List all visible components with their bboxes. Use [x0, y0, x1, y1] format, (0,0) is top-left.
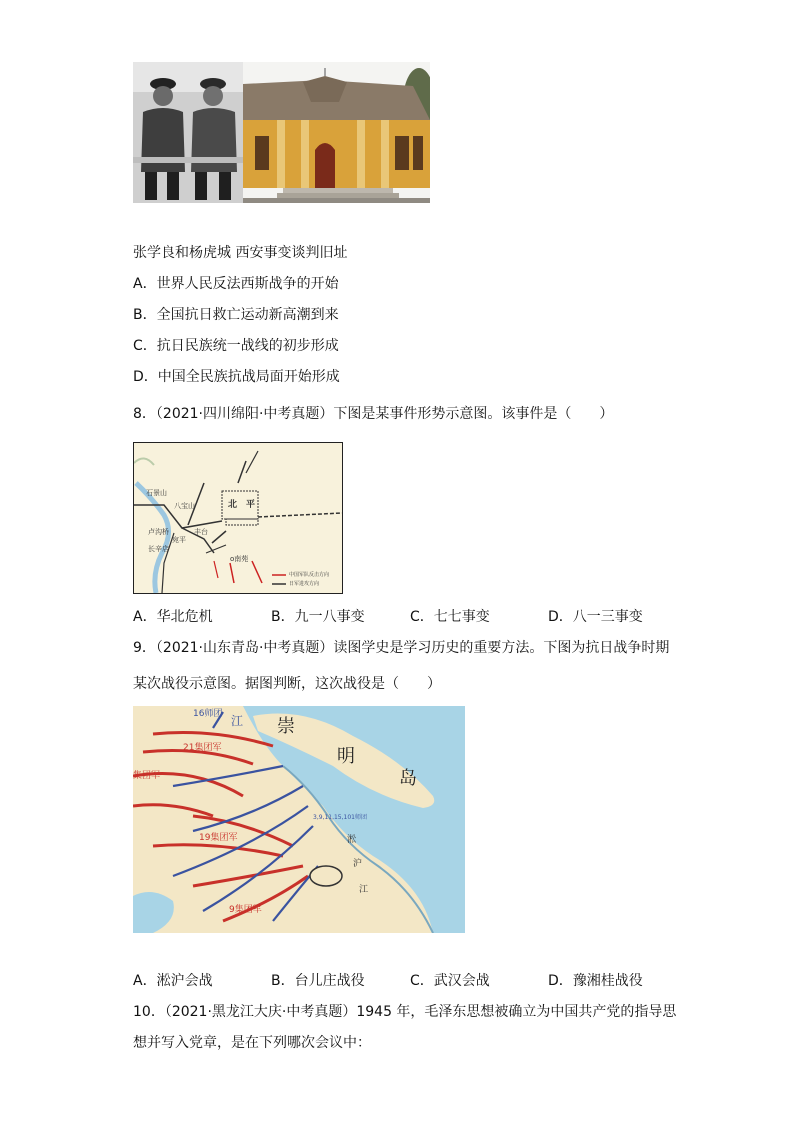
q7-option-c: C．抗日民族统一战线的初步形成	[133, 338, 339, 354]
q9-map	[133, 706, 465, 933]
map-label-nanyuan: o南苑	[230, 555, 249, 563]
map-label-divisions: 3,9,11,15,101师团	[313, 814, 367, 821]
q9-option-b: B．台儿庄战役	[271, 973, 365, 989]
map-label-song: 淞	[347, 835, 357, 845]
q8-option-c: C．七七事变	[410, 609, 490, 625]
zhang-yang-photo	[133, 62, 243, 203]
map-label-ming: 明	[337, 746, 355, 767]
q8-stem: 8．（2021·四川绵阳·中考真题）下图是某事件形势示意图。该事件是（ ）	[133, 406, 614, 422]
map-label-wanping: 宛平	[172, 536, 186, 544]
q7-photo-caption: 张学良和杨虎城 西安事变谈判旧址	[133, 245, 348, 261]
q9-option-d: D．豫湘桂战役	[548, 973, 643, 989]
map-legend-japanese: 日军进攻方向	[289, 581, 320, 587]
map-label-shijingshan: 石景山	[146, 489, 167, 497]
map-label-21army: 21集团军	[183, 743, 222, 753]
map-label-changxindian: 长辛店	[148, 545, 169, 553]
map-label-hu: 沪	[353, 859, 363, 869]
map-label-fengtai: 丰台	[194, 528, 208, 536]
q8-option-a: A．华北危机	[133, 609, 213, 625]
map-label-lugouqiao: 卢沟桥	[148, 528, 169, 536]
map-label-19army: 19集团军	[199, 833, 238, 843]
q8-option-b: B．九一八事变	[271, 609, 365, 625]
map-label-16div: 16师团	[193, 709, 223, 719]
q8-option-d: D．八一三事变	[548, 609, 643, 625]
map-label-jiang2: 江	[359, 885, 369, 895]
q9-stem-line1: 9．（2021·山东青岛·中考真题）读图学史是学习历史的重要方法。下图为抗日战争时期	[133, 640, 670, 656]
q10-stem-line1: 10．（2021·黑龙江大庆·中考真题）1945 年，毛泽东思想被确立为中国共产党的指导思	[133, 1004, 677, 1020]
map-label-beiping: 北 平	[228, 500, 256, 510]
map-label-jiang: 江	[231, 714, 244, 728]
q10-stem-line2: 想并写入党章，是在下列哪次会议中：	[133, 1035, 371, 1051]
q8-map	[133, 442, 343, 594]
q7-option-a: A．世界人民反法西斯战争的开始	[133, 276, 339, 292]
q7-option-b: B．全国抗日救亡运动新高潮到来	[133, 307, 339, 323]
map-label-army: 集团军	[133, 771, 161, 781]
q7-option-d: D．中国全民族抗战局面开始形成	[133, 369, 340, 385]
q9-option-c: C．武汉会战	[410, 973, 490, 989]
q9-stem-line2: 某次战役示意图。据图判断，这次战役是（ ）	[133, 676, 441, 692]
map-legend-chinese: 中国军队反击方向	[289, 572, 330, 578]
map-label-dao: 岛	[399, 768, 417, 789]
map-label-chong: 崇	[277, 716, 295, 737]
xian-negotiation-site-photo	[243, 62, 430, 203]
map-label-babaoshan: 八宝山	[174, 502, 195, 510]
q9-option-a: A．淞沪会战	[133, 973, 213, 989]
map-label-9army: 9集团军	[229, 905, 262, 915]
